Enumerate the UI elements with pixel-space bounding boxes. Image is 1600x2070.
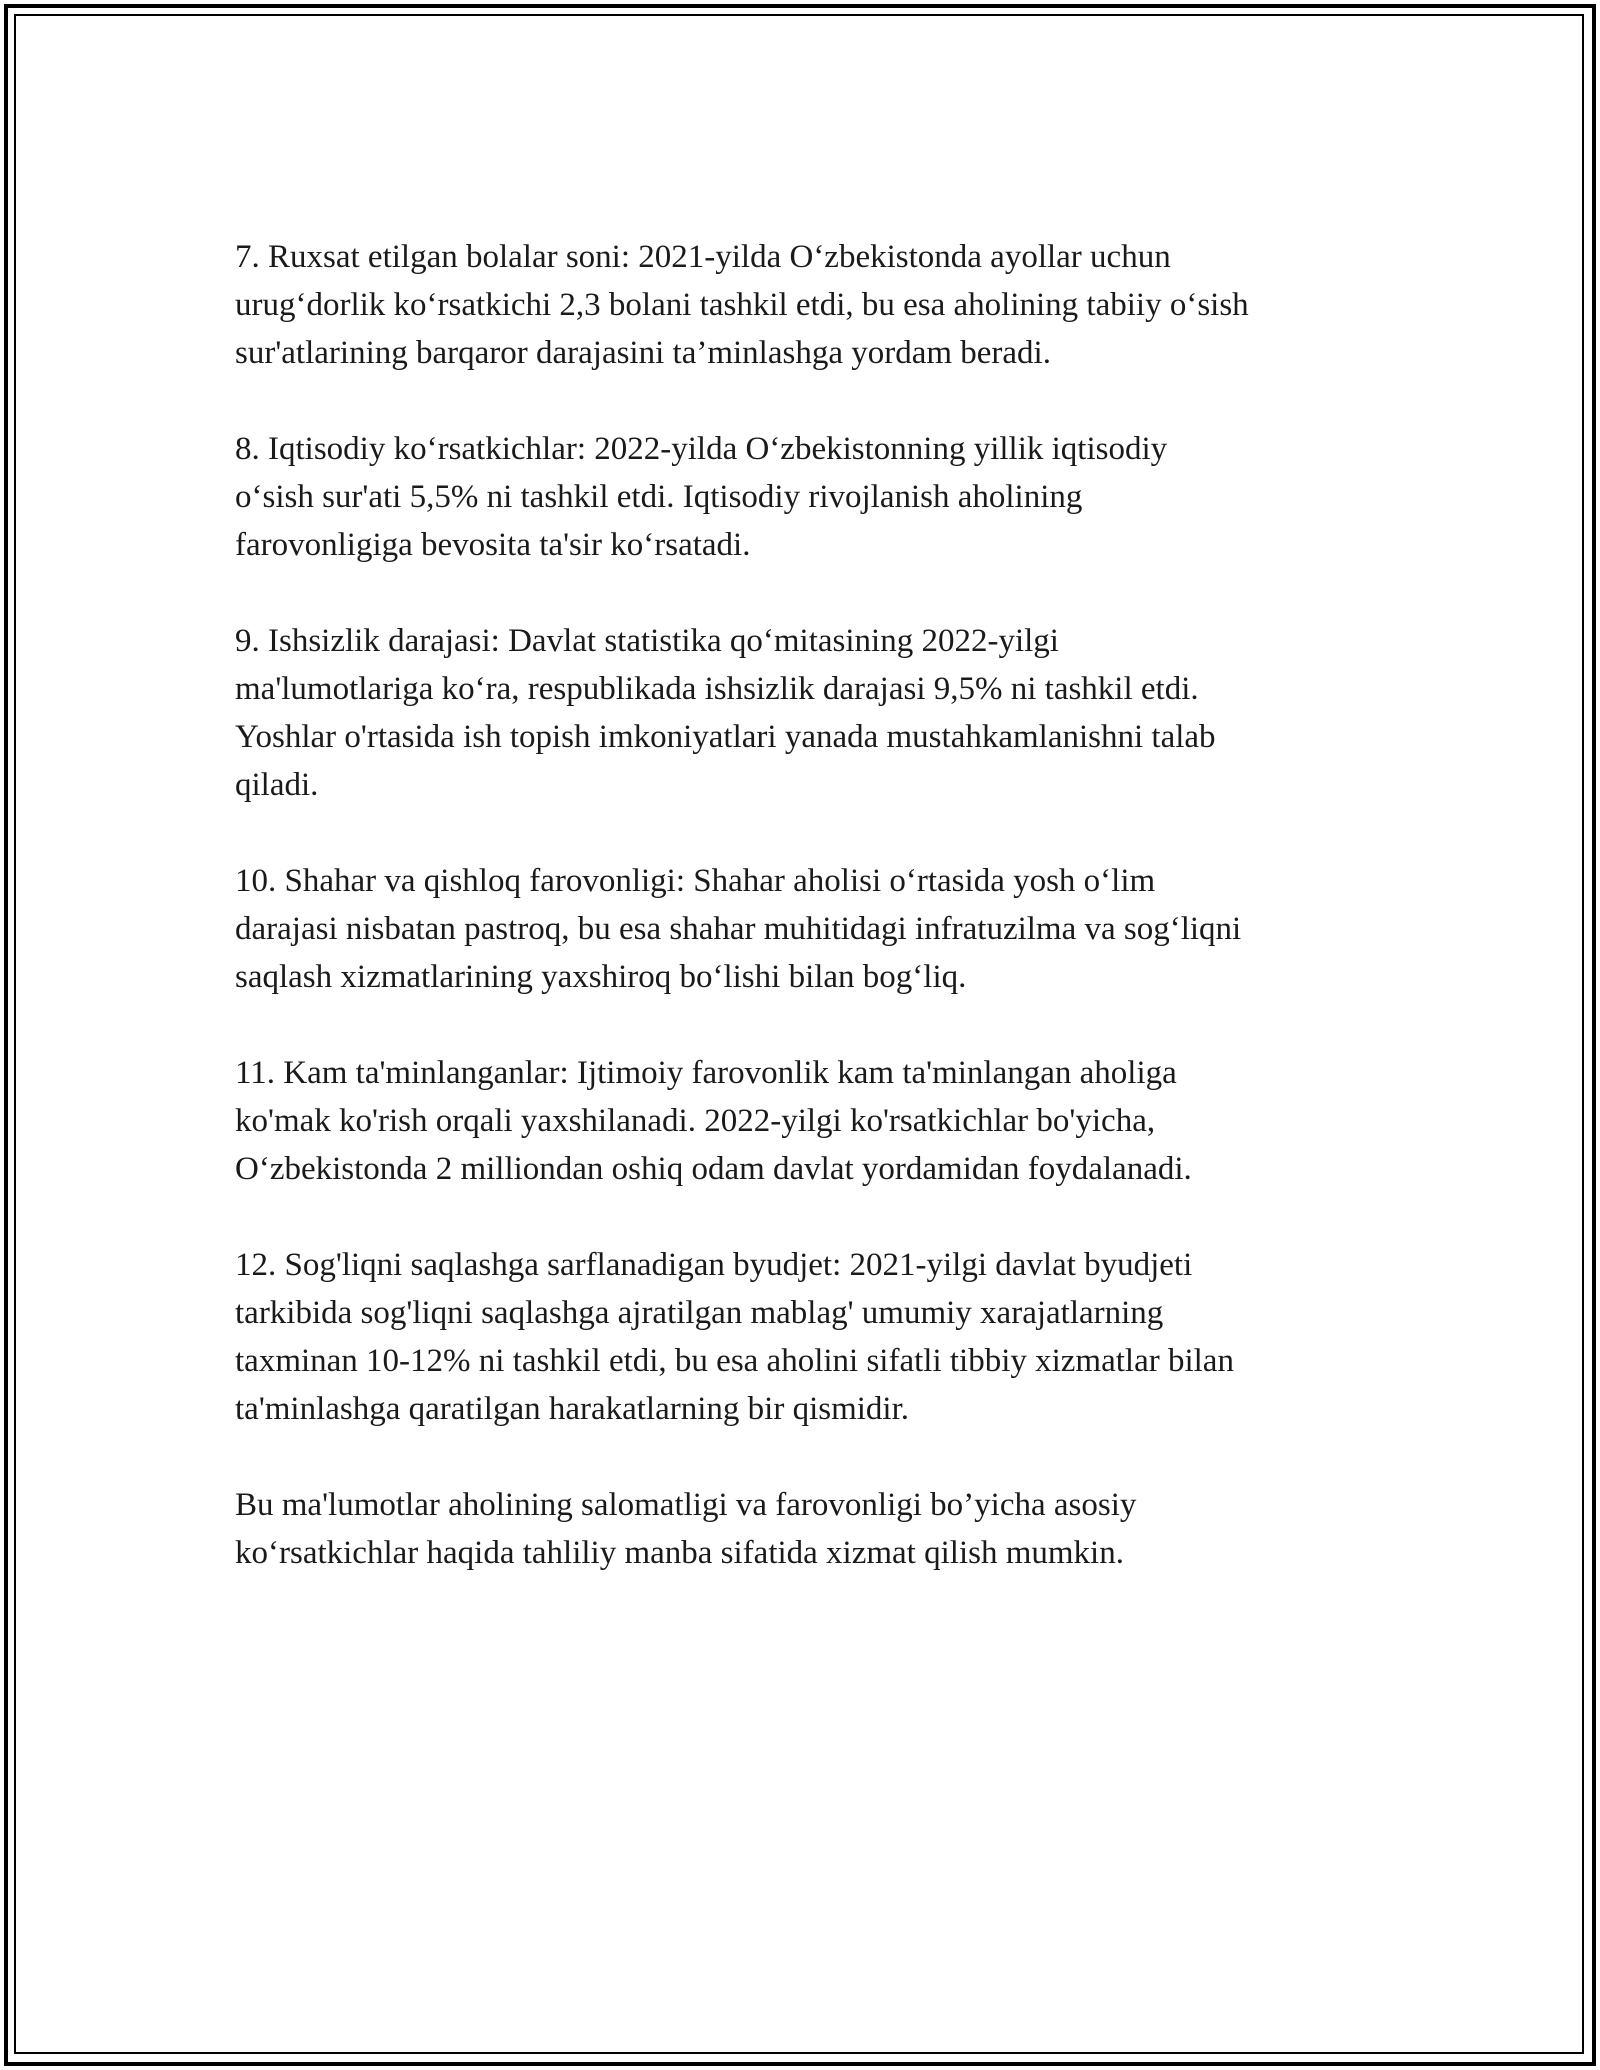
text-line: ko'mak ko'rish orqali yaxshilanadi. 2022-yilgi ko'rsatkichlar bo'yicha, bbox=[235, 1103, 1156, 1139]
paragraph-fertility bbox=[235, 233, 1395, 377]
text-line: darajasi nisbatan pastroq, bu esa shahar muhitidagi infratuzilma va sog‘liqni bbox=[235, 911, 1242, 947]
text-line: 9. Ishsizlik darajasi: Davlat statistika qo‘mitasining 2022-yilgi bbox=[235, 623, 1059, 659]
text-line: o‘sish sur'ati 5,5% ni tashkil etdi. Iqtisodiy rivojlanish aholining bbox=[235, 479, 1083, 515]
text-line: 8. Iqtisodiy ko‘rsatkichlar: 2022-yilda O‘zbekistonning yillik iqtisodiy bbox=[235, 431, 1168, 467]
text-line: O‘zbekistonda 2 milliondan oshiq odam davlat yordamidan foydalanadi. bbox=[235, 1151, 1192, 1187]
text-line: qiladi. bbox=[235, 767, 319, 803]
text-line: Bu ma'lumotlar aholining salomatligi va farovonligi bo’yicha asosiy bbox=[235, 1487, 1137, 1523]
text-line: ta'minlashga qaratilgan harakatlarning bir qismidir. bbox=[235, 1391, 910, 1427]
paragraph-low-income bbox=[235, 1049, 1395, 1193]
text-line: 7. Ruxsat etilgan bolalar soni: 2021-yilda O‘zbekistonda ayollar uchun bbox=[235, 239, 1171, 275]
paragraph-economic-indicators bbox=[235, 425, 1395, 569]
text-line: taxminan 10-12% ni tashkil etdi, bu esa aholini sifatli tibbiy xizmatlar bilan bbox=[235, 1343, 1234, 1379]
text-line: farovonligiga bevosita ta'sir ko‘rsatadi. bbox=[235, 527, 751, 563]
text-line: ma'lumotlariga ko‘ra, respublikada ishsizlik darajasi 9,5% ni tashkil etdi. bbox=[235, 671, 1199, 707]
text-line: 12. Sog'liqni saqlashga sarflanadigan byudjet: 2021-yilgi davlat byudjeti bbox=[235, 1247, 1193, 1283]
document-body bbox=[235, 233, 1395, 1625]
text-line: saqlash xizmatlarining yaxshiroq bo‘lishi bilan bog‘liq. bbox=[235, 959, 967, 995]
text-line: Yoshlar o'rtasida ish topish imkoniyatlari yanada mustahkamlanishni talab bbox=[235, 719, 1216, 755]
text-line: ko‘rsatkichlar haqida tahliliy manba sifatida xizmat qilish mumkin. bbox=[235, 1535, 1124, 1571]
text-line: 10. Shahar va qishloq farovonligi: Shahar aholisi o‘rtasida yosh o‘lim bbox=[235, 863, 1156, 899]
text-line: urug‘dorlik ko‘rsatkichi 2,3 bolani tashkil etdi, bu esa aholining tabiiy o‘sish bbox=[235, 287, 1249, 323]
paragraph-conclusion bbox=[235, 1481, 1395, 1577]
text-line: tarkibida sog'liqni saqlashga ajratilgan mablag' umumiy xarajatlarning bbox=[235, 1295, 1164, 1331]
paragraph-health-budget bbox=[235, 1241, 1395, 1433]
paragraph-urban-rural-welfare bbox=[235, 857, 1395, 1001]
paragraph-unemployment bbox=[235, 617, 1395, 809]
text-line: 11. Kam ta'minlanganlar: Ijtimoiy farovonlik kam ta'minlangan aholiga bbox=[235, 1055, 1177, 1091]
text-line: sur'atlarining barqaror darajasini ta’minlashga yordam beradi. bbox=[235, 335, 1051, 371]
